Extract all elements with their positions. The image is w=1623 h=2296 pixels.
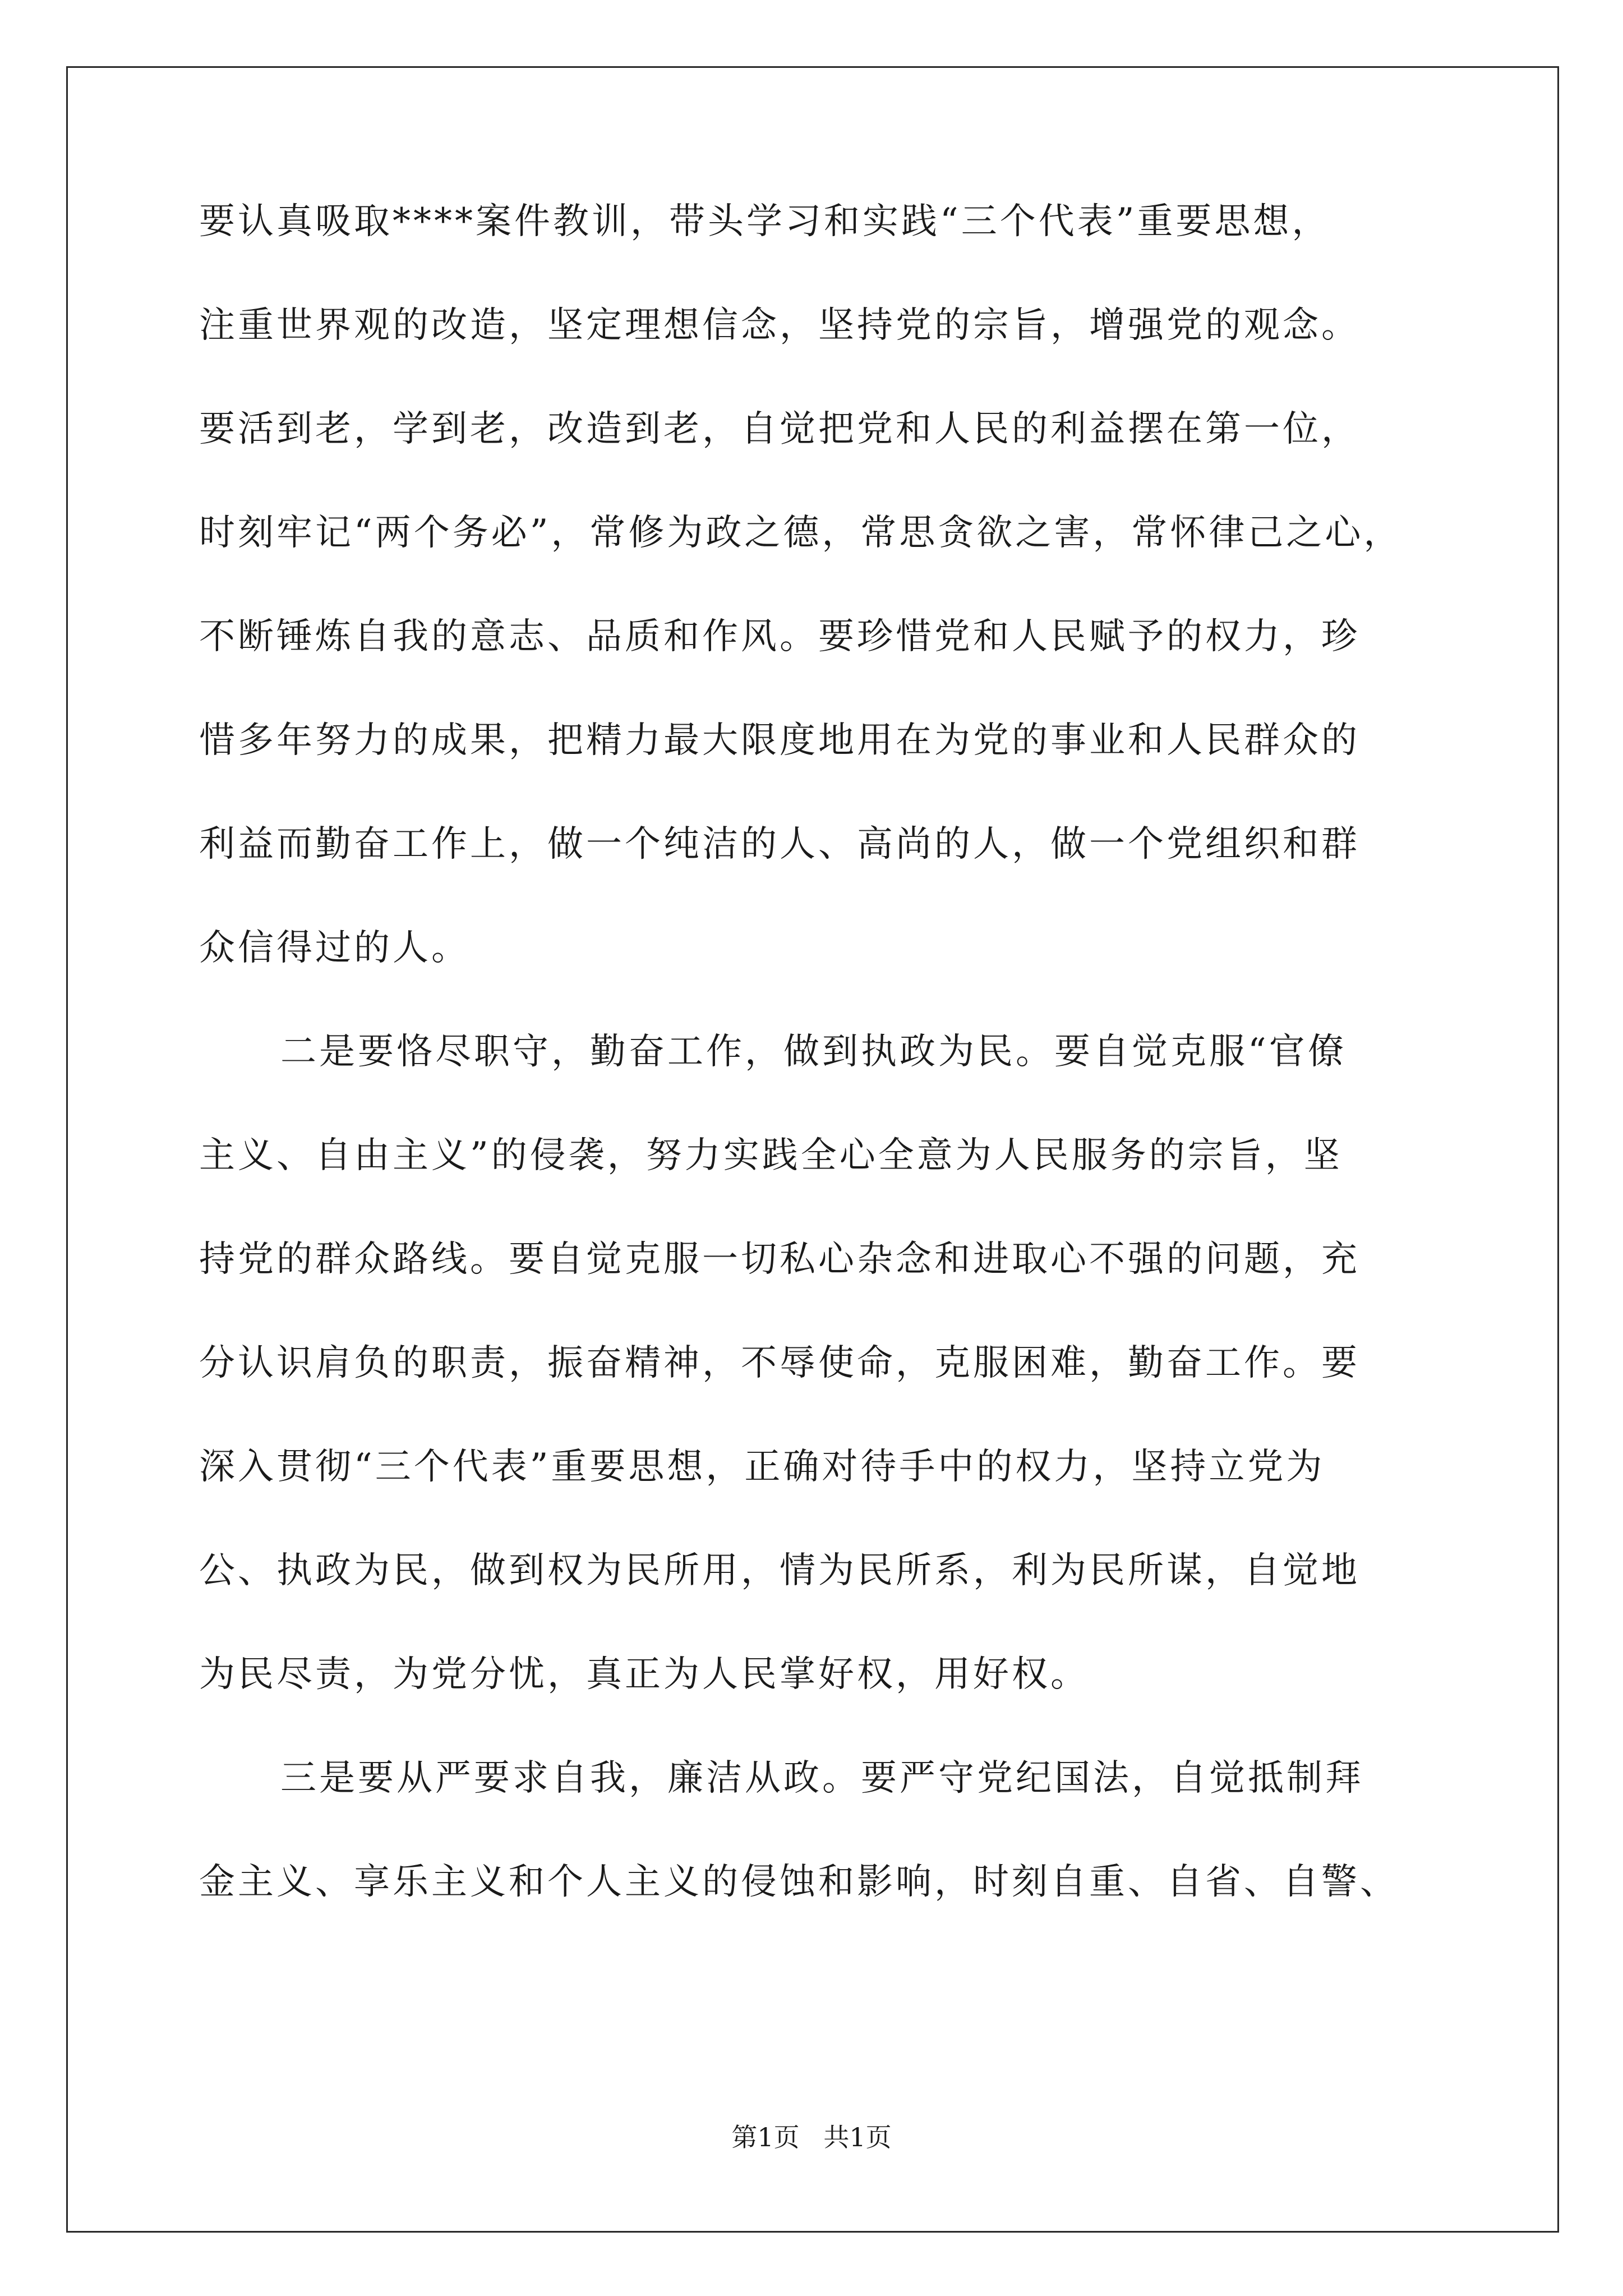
text-line: 众信得过的人。 [199,927,470,969]
page-total: 共1页 [823,2122,892,2152]
text-line: 深入贯彻“三个代表”重要思想，正确对待手中的权力，坚持立党为 [199,1446,1325,1488]
text-line: 持党的群众路线。要自觉克服一切私心杂念和进取心不强的问题，充 [199,1239,1360,1280]
text-line: 要认真吸取****案件教训，带头学习和实践“三个代表”重要思想， [199,201,1331,242]
text-line: 为民尽责，为党分忧，真正为人民掌好权，用好权。 [199,1654,1089,1695]
text-line: 不断锤炼自我的意志、品质和作风。要珍惜党和人民赋予的权力，珍 [199,616,1360,657]
page-footer [0,2120,1623,2154]
paragraph-start-line: 三是要从严要求自我，廉洁从政。要严守党纪国法，自觉抵制拜 [280,1757,1364,1799]
text-line: 惜多年努力的成果，把精力最大限度地用在为党的事业和人民群众的 [199,720,1360,761]
text-line: 注重世界观的改造，坚定理想信念，坚持党的宗旨，增强党的观念。 [199,305,1360,346]
paragraph-start-line: 二是要恪尽职守，勤奋工作，做到执政为民。要自觉克服“官僚 [280,1031,1347,1073]
text-line: 分认识肩负的职责，振奋精神，不辱使命，克服困难，勤奋工作。要 [199,1342,1360,1384]
page-number: 第1页 [731,2122,800,2152]
text-line: 利益而勤奋工作上，做一个纯洁的人、高尚的人，做一个党组织和群 [199,823,1360,865]
text-line: 要活到老，学到老，改造到老，自觉把党和人民的利益摆在第一位， [199,408,1360,450]
text-line: 主义、自由主义”的侵袭，努力实践全心全意为人民服务的宗旨，坚 [199,1135,1343,1176]
text-line: 金主义、享乐主义和个人主义的侵蚀和影响，时刻自重、自省、自警、 [199,1861,1399,1903]
text-line: 公、执政为民，做到权为民所用，情为民所系，利为民所谋，自觉地 [199,1550,1360,1591]
text-line: 时刻牢记“两个务必”，常修为政之德，常思贪欲之害，常怀律己之心， [199,512,1403,554]
